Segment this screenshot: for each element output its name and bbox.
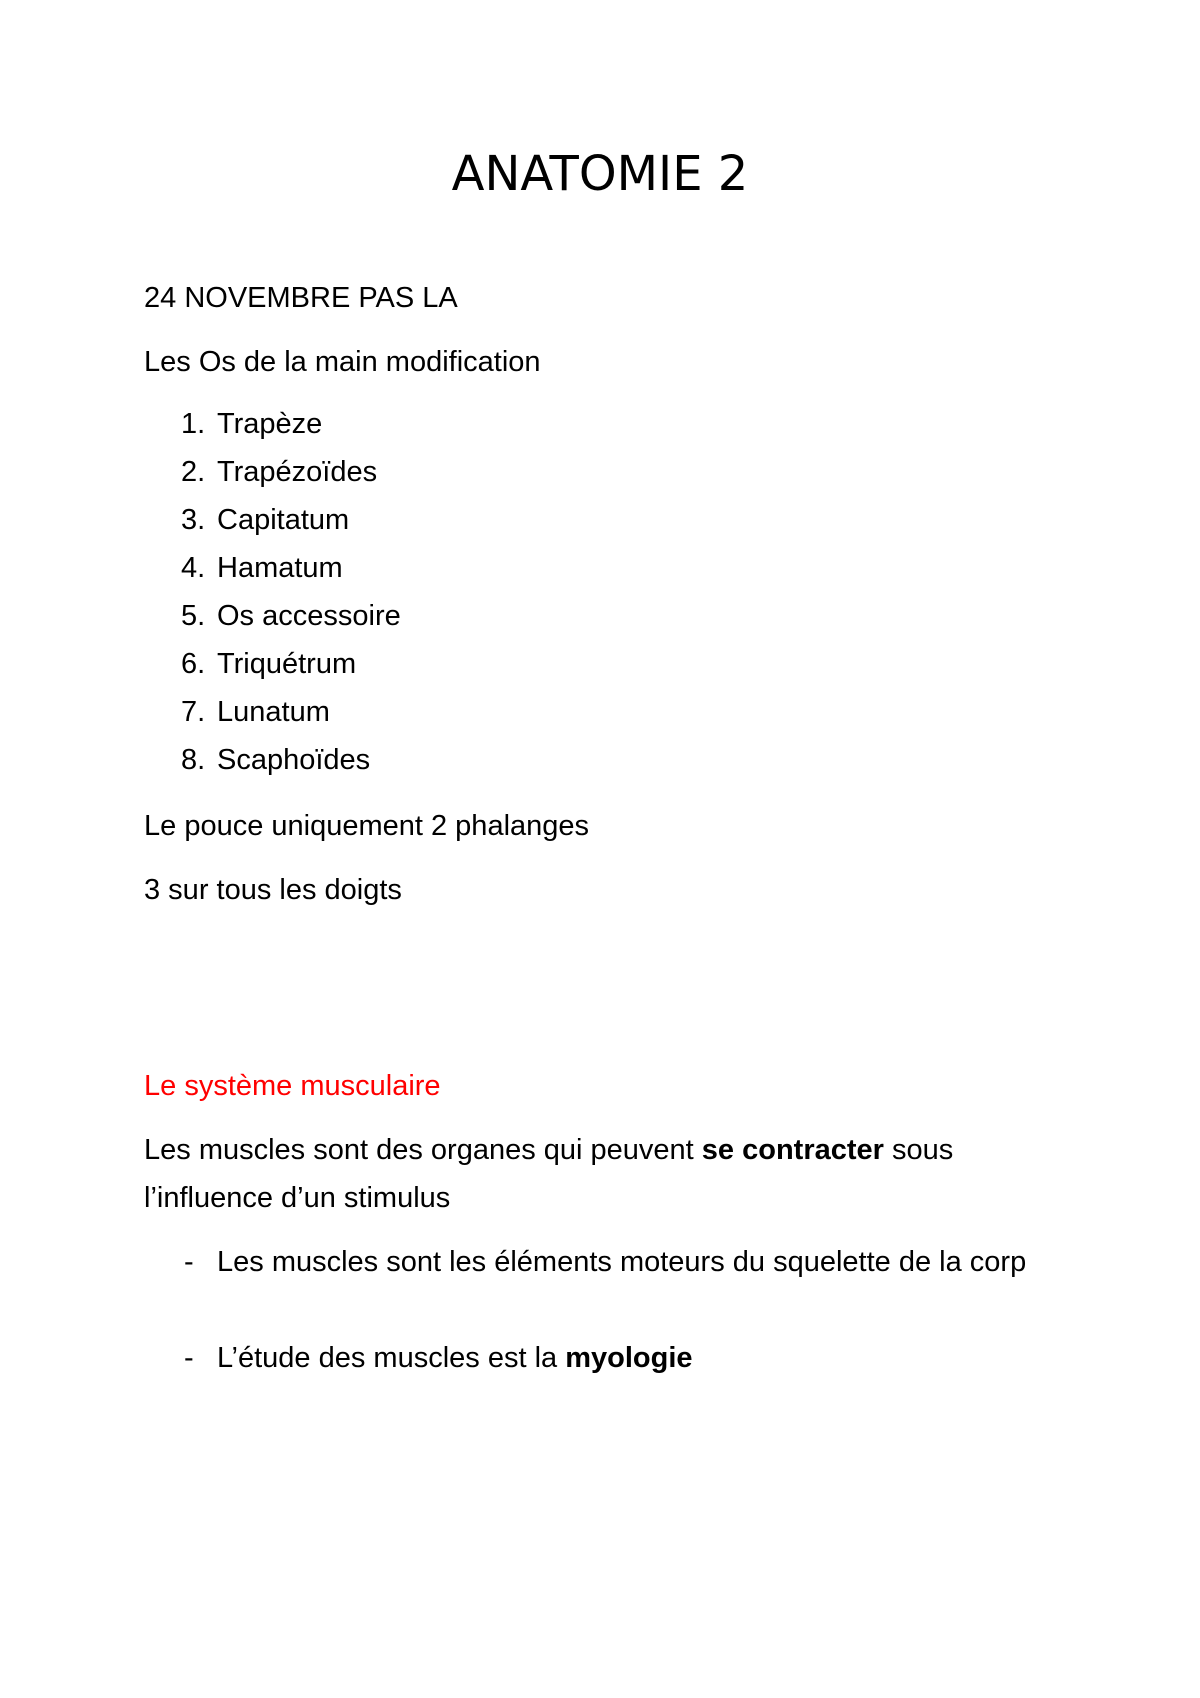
list-item-label: Os accessoire	[217, 600, 401, 632]
thumb-note: Le pouce uniquement 2 phalanges	[144, 810, 590, 842]
list-number: 3.	[181, 504, 206, 536]
list-item-label: Triquétrum	[217, 648, 357, 680]
list-number: 6.	[181, 648, 206, 680]
list-item-label: Scaphoïdes	[217, 744, 371, 776]
list-item-label: Trapézoïdes	[217, 456, 378, 488]
muscle-intro-bold: se contracter	[701, 1134, 884, 1166]
list-number: 2.	[181, 456, 206, 488]
muscle-section-heading: Le système musculaire	[144, 1070, 441, 1102]
bullet-text-prefix: L’étude des muscles est la	[217, 1342, 566, 1374]
bullet-text	[217, 1334, 1047, 1382]
bullet-text-bold: myologie	[565, 1342, 693, 1374]
bones-heading: Les Os de la main modification	[144, 346, 541, 378]
list-number: 5.	[181, 600, 206, 632]
list-number: 1.	[181, 408, 206, 440]
list-number: 4.	[181, 552, 206, 584]
bullet-text: Les muscles sont les éléments moteurs du squelette de la corp	[217, 1246, 1027, 1278]
date-note: 24 NOVEMBRE PAS LA	[144, 282, 458, 314]
list-item-label: Trapèze	[217, 408, 323, 440]
muscle-intro-text: Les muscles sont des organes qui peuvent	[144, 1134, 702, 1166]
muscle-intro-line-2: l’influence d’un stimulus	[144, 1182, 451, 1214]
list-number: 7.	[181, 696, 206, 728]
list-item-label: Hamatum	[217, 552, 343, 584]
list-item-label: Lunatum	[217, 696, 330, 728]
muscle-intro-text-end: sous	[883, 1134, 954, 1166]
list-number: 8.	[181, 744, 206, 776]
bullet-dash: -	[184, 1246, 194, 1278]
fingers-note: 3 sur tous les doigts	[144, 874, 402, 906]
bullet-dash: -	[184, 1342, 194, 1374]
muscle-intro-line-1	[144, 1130, 953, 1170]
list-item-label: Capitatum	[217, 504, 350, 536]
page-title: ANATOMIE 2	[451, 146, 749, 202]
